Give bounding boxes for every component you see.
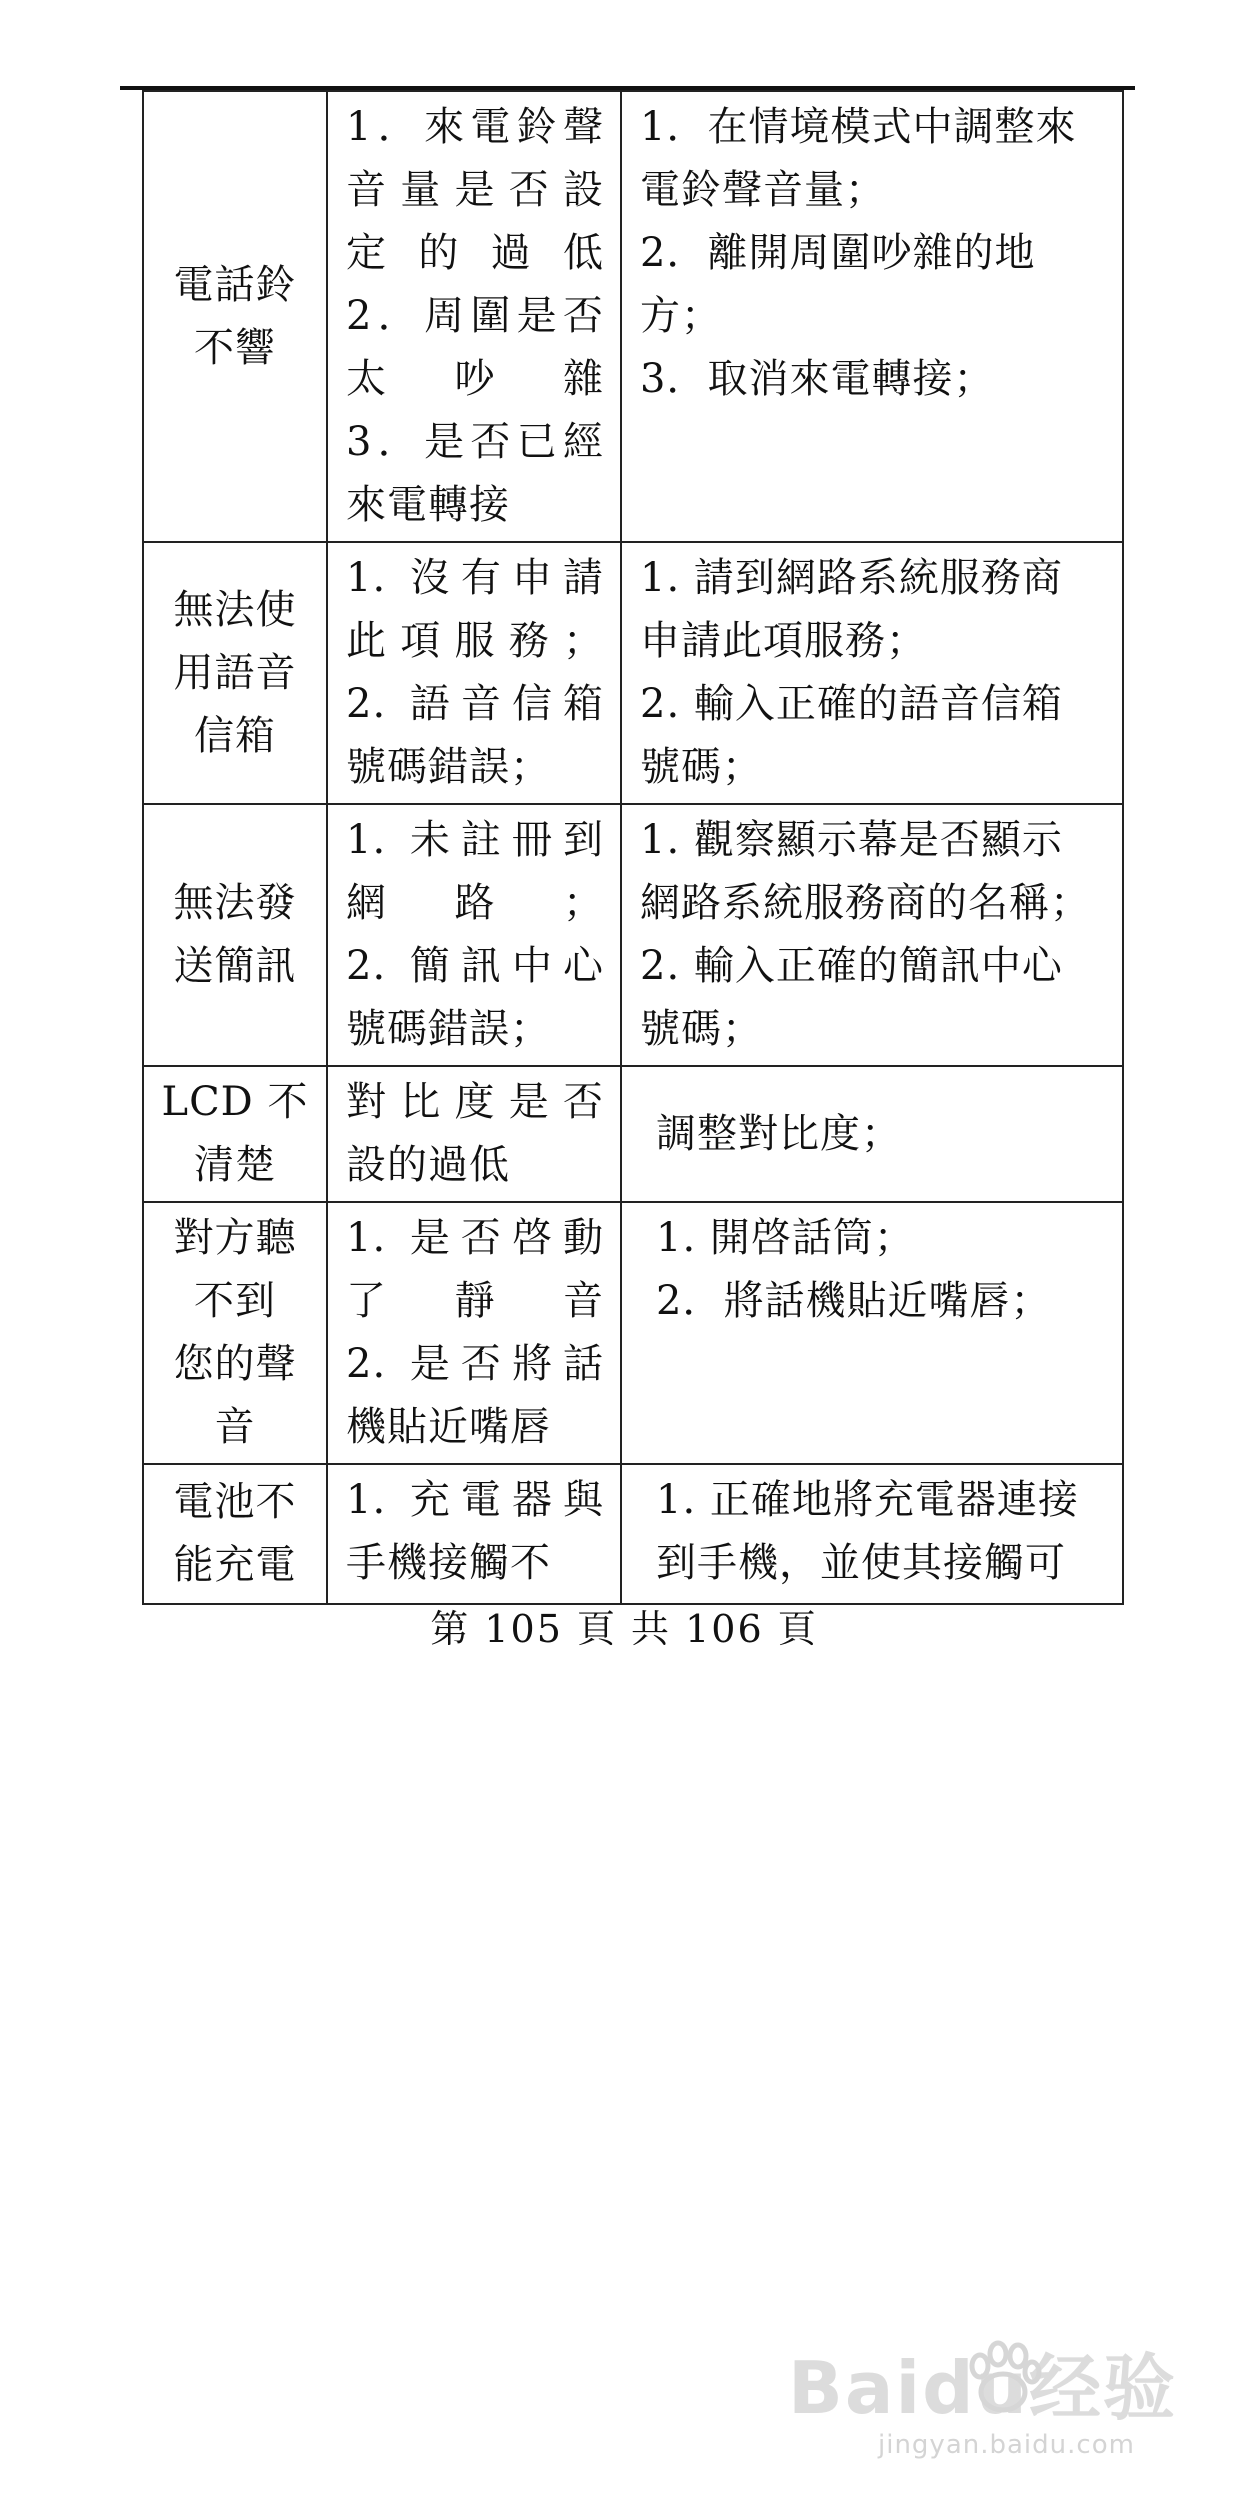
- table-row: [143, 1464, 1123, 1604]
- problem-line: 電池不: [173, 1479, 297, 1525]
- cause-line: 來電轉接: [346, 482, 510, 528]
- solution-line: 調整對比度；: [656, 1110, 902, 1157]
- table-row: [143, 1066, 1123, 1202]
- solution-line: 電鈴聲音量；: [640, 167, 886, 213]
- solution-line: 網路系統服務商的名稱；: [640, 880, 1091, 926]
- cause-line: 1. 充電器與: [346, 1477, 604, 1523]
- solution-line: 2．離開周圍吵雜的地: [640, 230, 1036, 276]
- solution-line: 號碼；: [640, 744, 763, 790]
- solution-line: 3．取消來電轉接；: [640, 356, 995, 402]
- solution-line: 2. 輸入正確的語音信箱: [640, 681, 1063, 727]
- cause-line: 2. 語音信箱: [346, 681, 604, 727]
- problem-line: 不到: [194, 1278, 276, 1324]
- table-row: [143, 804, 1123, 1066]
- cause-line: 2. 簡訊中心: [346, 943, 604, 989]
- paw-icon: [958, 2334, 1048, 2424]
- solution-line: 1. 正確地將充電器連接: [656, 1477, 1079, 1523]
- cause-line: 1. 未註冊到: [346, 817, 604, 863]
- cause-cell: [327, 542, 621, 804]
- solution-line: 2．將話機貼近嘴唇；: [656, 1278, 1052, 1324]
- solution-line: 1. 觀察顯示幕是否顯示: [640, 817, 1063, 863]
- cause-cell: [327, 1066, 621, 1202]
- problem-line: 信箱: [194, 712, 276, 759]
- solution-cell: [621, 91, 1123, 542]
- cause-cell: [327, 1202, 621, 1464]
- solution-line: 方；: [640, 293, 722, 339]
- cause-line: 設的過低: [346, 1142, 510, 1188]
- table-row: [143, 1202, 1123, 1464]
- solution-cell: [621, 1202, 1123, 1464]
- solution-cell: [621, 542, 1123, 804]
- solution-line: 號碼；: [640, 1006, 763, 1052]
- cause-line: 對比度是否: [346, 1079, 604, 1125]
- cause-cell: [327, 804, 621, 1066]
- cause-line: 定的過低: [346, 230, 604, 276]
- problem-cell: [143, 542, 327, 804]
- cause-line: 手機接觸不: [346, 1540, 551, 1586]
- watermark-brand: Baidu经验: [788, 2346, 1177, 2430]
- cause-line: 音量是否設: [346, 167, 604, 213]
- solution-line: 到手機，並使其接觸可: [656, 1540, 1066, 1586]
- problem-line: 對方聽: [173, 1215, 297, 1261]
- problem-line: 能充電: [173, 1542, 297, 1588]
- problem-cell: [143, 1202, 327, 1464]
- cause-line: 3．是否已經: [346, 419, 604, 465]
- problem-line: 清楚: [194, 1142, 276, 1188]
- problem-line: 不響: [194, 324, 276, 371]
- table-row: [143, 542, 1123, 804]
- problem-line: 音: [214, 1404, 256, 1450]
- cause-cell: [327, 1464, 621, 1604]
- problem-line: LCD 不: [161, 1079, 309, 1125]
- solution-line: 1. 開啓話筒；: [656, 1215, 915, 1261]
- cause-line: 號碼錯誤；: [346, 1006, 551, 1052]
- watermark-url: jingyan.baidu.com: [878, 2430, 1135, 2460]
- problem-line: 用語音: [173, 649, 297, 696]
- problem-cell: [143, 1066, 327, 1202]
- cause-line: 號碼錯誤；: [346, 744, 551, 790]
- troubleshooting-table: [142, 90, 1124, 1605]
- cause-line: 了靜音: [346, 1278, 604, 1324]
- problem-cell: [143, 1464, 327, 1604]
- problem-line: 無法使: [173, 586, 297, 633]
- cause-cell: [327, 91, 621, 542]
- cause-line: 網路；: [346, 880, 604, 926]
- table-body: [143, 91, 1123, 1604]
- cause-line: 太吵雜: [346, 356, 604, 402]
- solution-line: 1．在情境模式中調整來: [640, 104, 1077, 150]
- cause-line: 1. 是否啓動: [346, 1215, 604, 1261]
- cause-line: 此項服務；: [346, 618, 604, 664]
- problem-cell: [143, 91, 327, 542]
- problem-line: 您的聲: [173, 1341, 297, 1387]
- baidu-watermark: [788, 2330, 1208, 2480]
- solution-cell: [621, 1066, 1123, 1202]
- solution-line: 1. 請到網路系統服務商: [640, 555, 1063, 601]
- problem-line: 無法發: [173, 880, 297, 926]
- cause-line: 1. 沒有申請: [346, 555, 604, 601]
- cause-line: 2．周圍是否: [346, 293, 604, 339]
- problem-cell: [143, 804, 327, 1066]
- cause-line: 機貼近嘴唇: [346, 1404, 551, 1450]
- problem-line: 電話鈴: [173, 261, 297, 308]
- table-row: [143, 91, 1123, 542]
- page-number: 第 105 頁 共 106 頁: [430, 1607, 818, 1651]
- problem-line: 送簡訊: [173, 943, 297, 989]
- cause-line: 1．來電鈴聲: [346, 104, 604, 150]
- solution-line: 2. 輸入正確的簡訊中心: [640, 943, 1063, 989]
- solution-cell: [621, 1464, 1123, 1604]
- cause-line: 2. 是否將話: [346, 1341, 604, 1387]
- solution-line: 申請此項服務；: [640, 618, 927, 664]
- solution-cell: [621, 804, 1123, 1066]
